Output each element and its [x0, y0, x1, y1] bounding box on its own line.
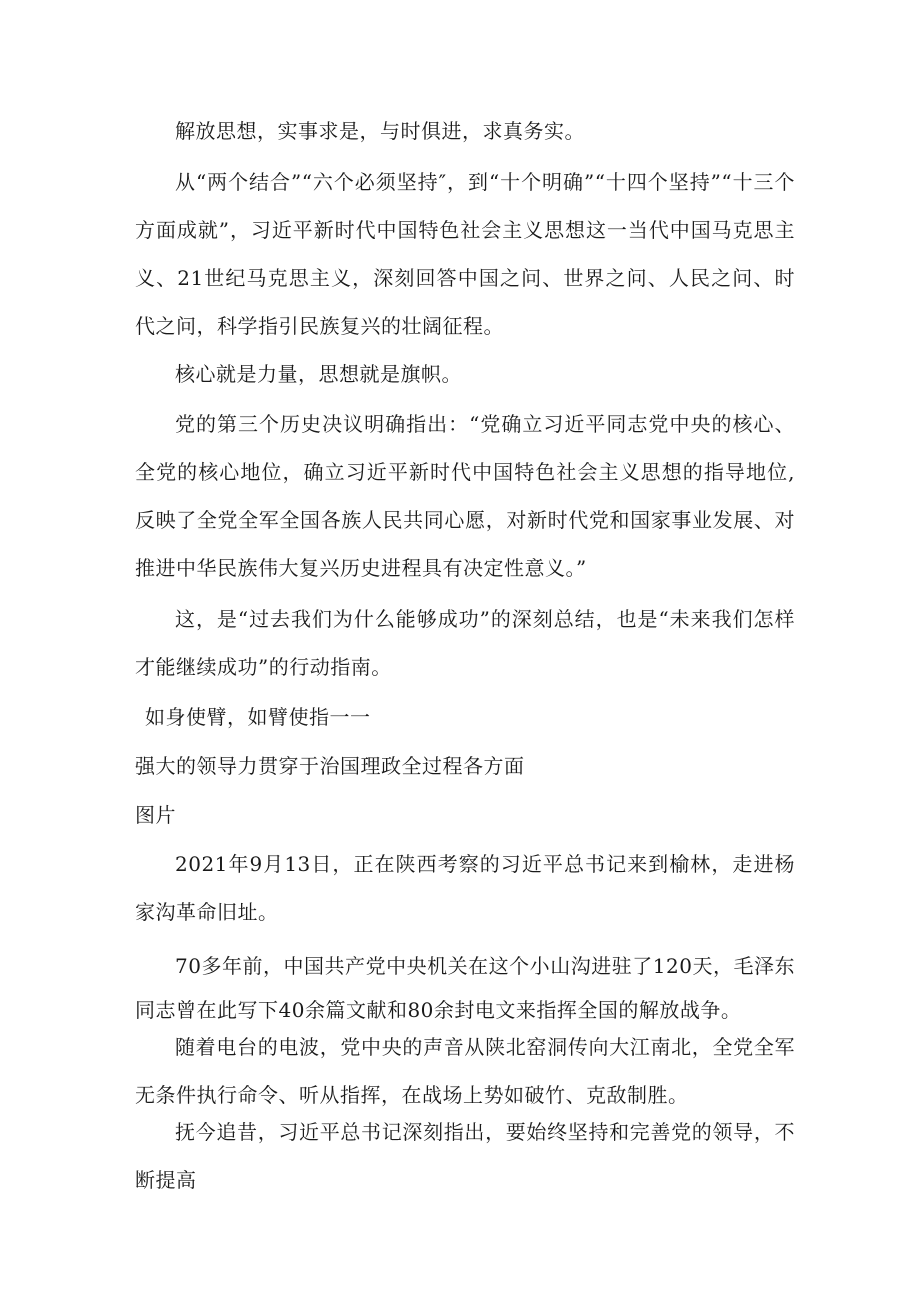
paragraph-8: 随着电台的电波，党中央的声音从陕北窑洞传向大江南北，全党全军无条件执行命令、听从指挥，在战场上势如破竹、克敌制胜。	[135, 1035, 795, 1107]
image-placeholder-label: 图片	[135, 803, 176, 827]
section-lead: 如身使臂，如臂使指一一	[145, 705, 371, 729]
section-heading: 强大的领导力贯穿于治国理政全过程各方面	[135, 754, 525, 778]
paragraph-7: 70多年前，中国共产党中央机关在这个小山沟进驻了120天，毛泽东同志曾在此写下40余篇文献和80余封电文来指挥全国的解放战争。	[135, 954, 795, 1022]
paragraph-5: 这，是“过去我们为什么能够成功”的深刻总结，也是“未来我们怎样才能继续成功”的行动指南。	[135, 607, 795, 679]
paragraph-9: 抚今追昔，习近平总书记深刻指出，要始终坚持和完善党的领导，不断提高	[135, 1120, 795, 1192]
paragraph-6: 2021年9月13日，正在陕西考察的习近平总书记来到榆林，走进杨家沟革命旧址。	[135, 852, 795, 924]
paragraph-1: 解放思想，实事求是，与时俱进，求真务实。	[175, 119, 585, 143]
paragraph-3: 核心就是力量，思想就是旗帜。	[175, 362, 462, 386]
paragraph-4: 党的第三个历史决议明确指出：“党确立习近平同志党中央的核心、全党的核心地位，确立习近平新时代中国特色社会主义思想的指导地位,反映了全党全军全国各族人民共同心愿，对新时代党和国家事业发展、对推进中华民族伟大复兴历史进程具有决定性意义。”	[135, 412, 795, 580]
paragraph-2: 从“两个结合”“六个必须坚持″，到“十个明确”“十四个坚持”“十三个方面成就”，习近平新时代中国特色社会主义思想这一当代中国马克思主义、21世纪马克思主义，深刻回答中国之问、世界之问、人民之问、时代之问，科学指引民族复兴的壮阔征程。	[135, 170, 795, 338]
